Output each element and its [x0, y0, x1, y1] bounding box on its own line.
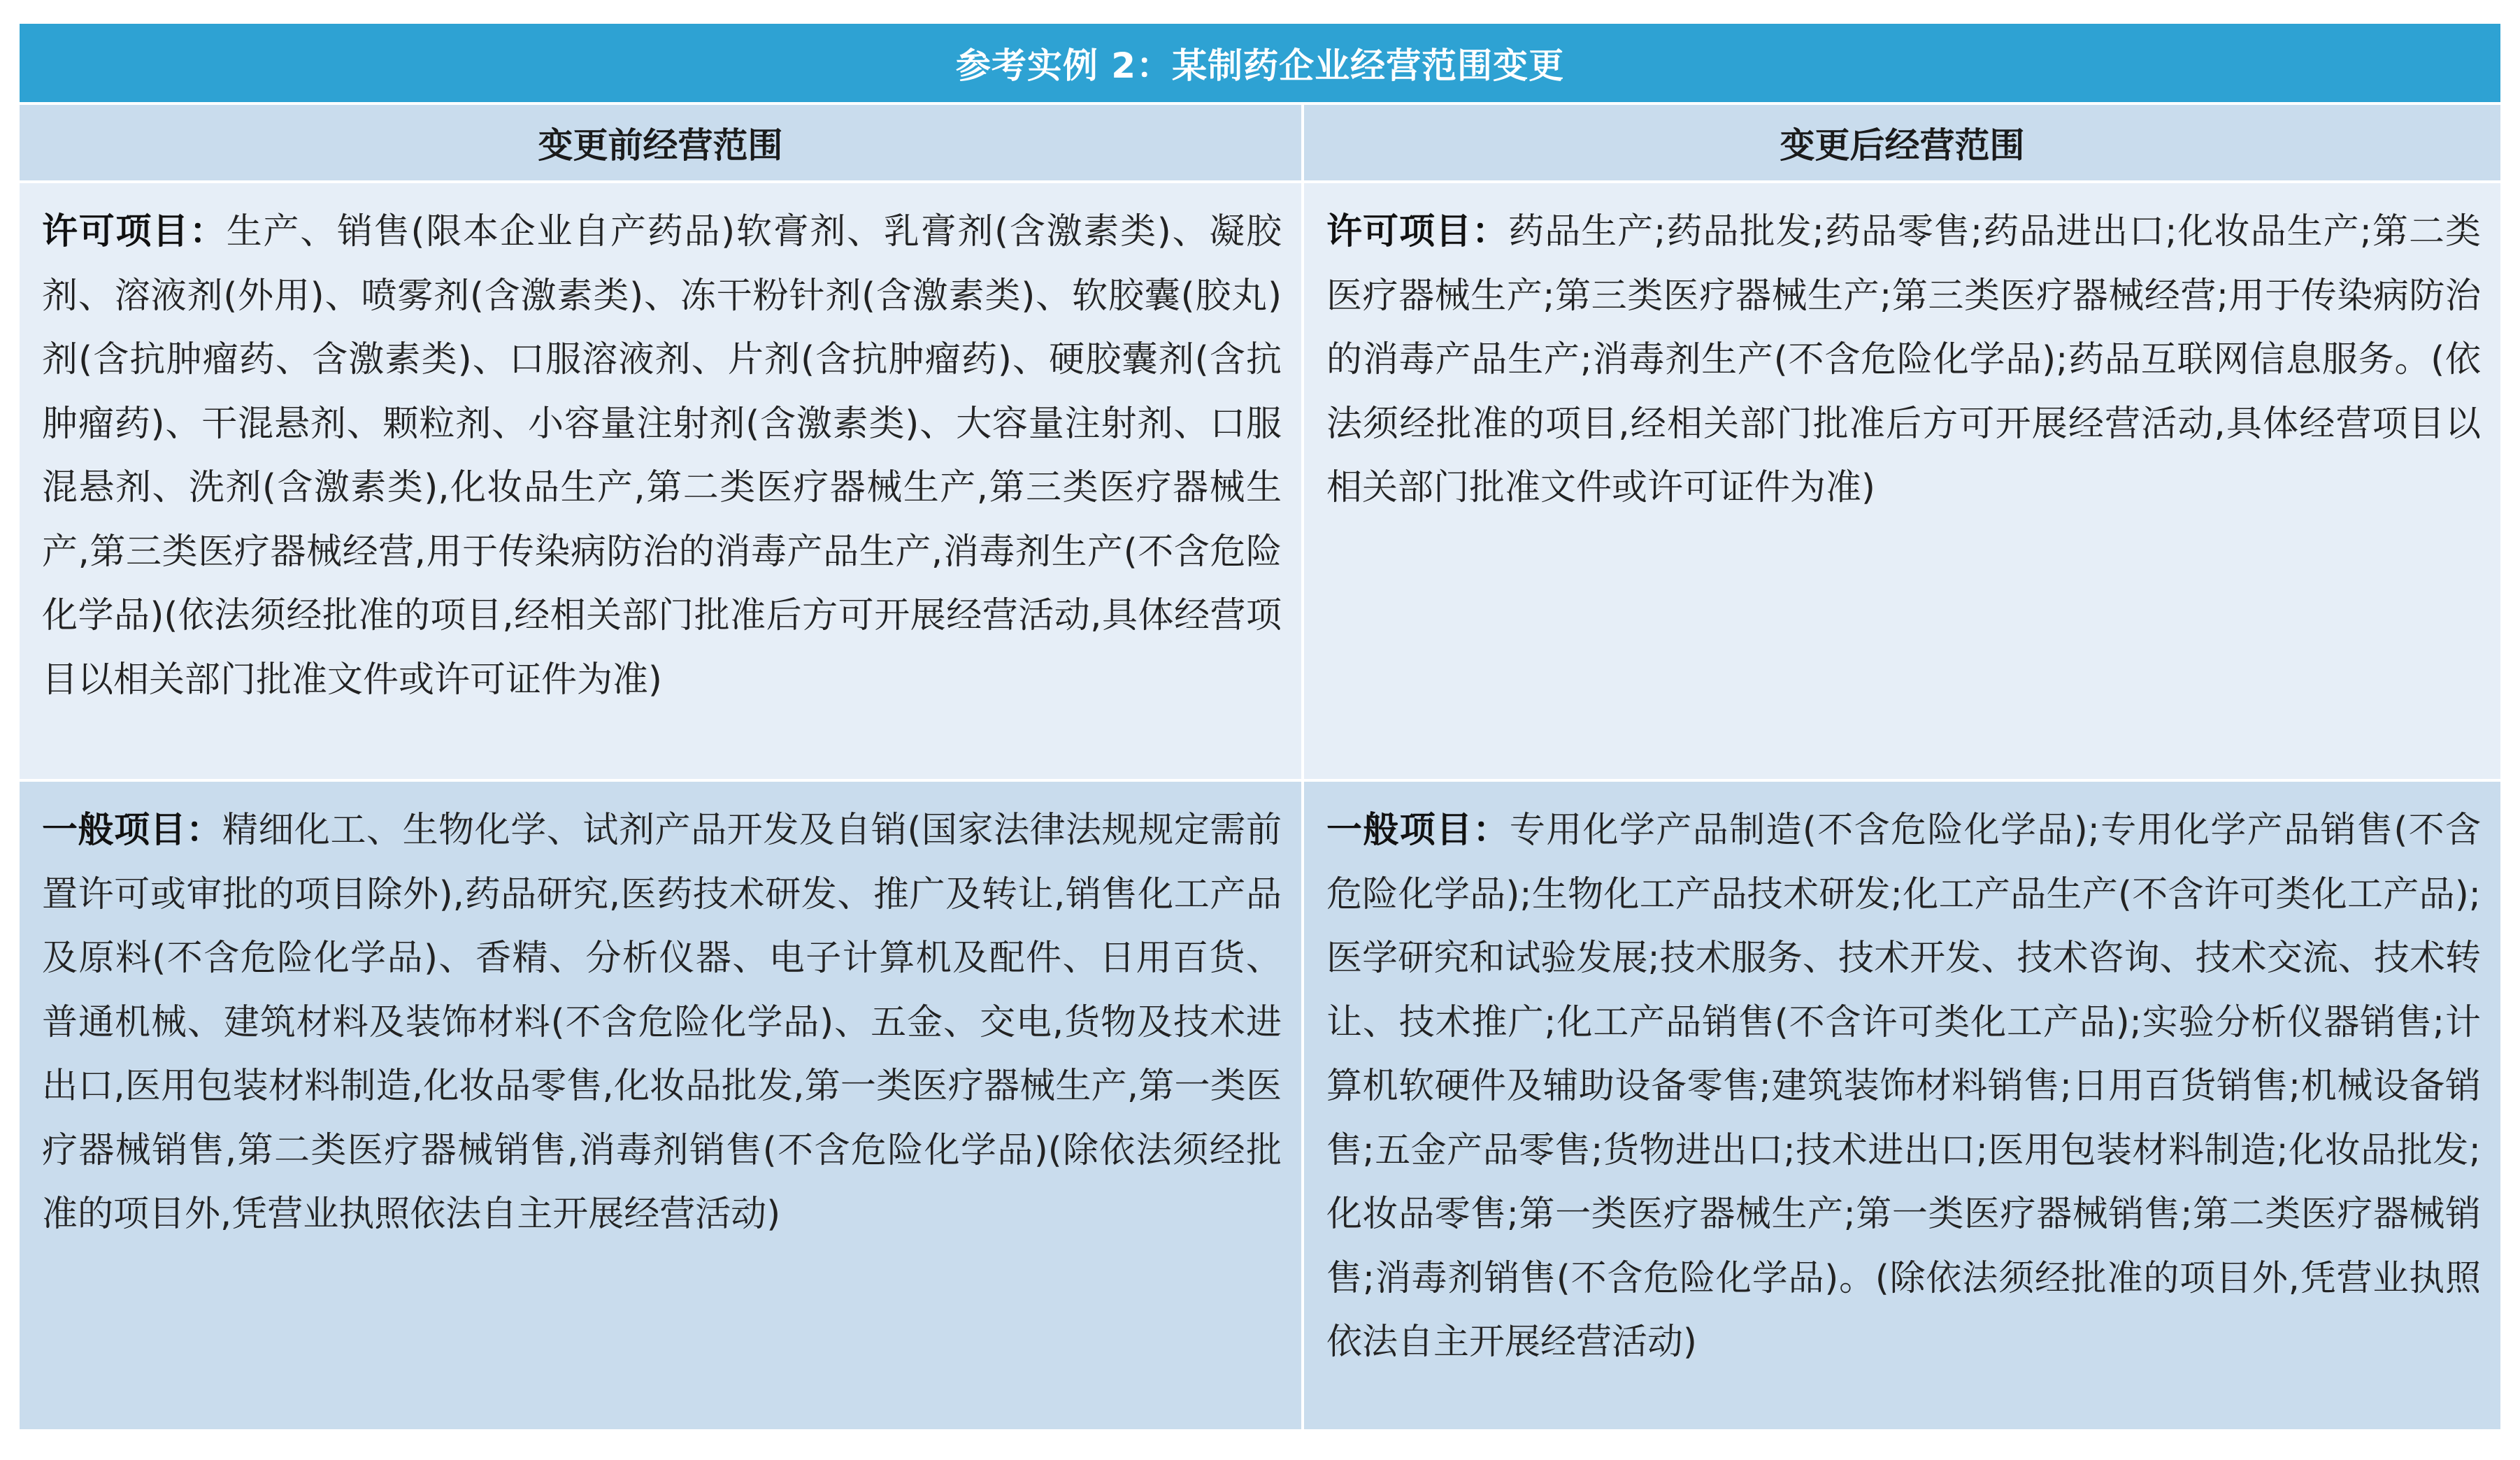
licensed-after-label: 许可项目：	[1326, 211, 1509, 252]
column-header-after: 变更后经营范围	[1301, 102, 2500, 180]
general-before-cell	[20, 779, 1301, 1429]
licensed-before-text: 生产、销售(限本企业自产药品)软膏剂、乳膏剂(含激素类)、凝胶剂、溶液剂(外用)、喷雾剂(含激素类)、冻干粉针剂(含激素类)、软胶囊(胶丸)剂(含抗肿瘤药、含激素类)、口服溶液剂、片剂(含抗肿瘤药)、硬胶囊剂(含抗肿瘤药)、干混悬剂、颗粒剂、小容量注射剂(含激素类)、大容量注射剂、口服混悬剂、洗剂(含激素类),化妆品生产,第二类医疗器械生产,第三类医疗器械生产,第三类医疗器械经营,用于传染病防治的消毒产品生产,消毒剂生产(不含危险化学品)(依法须经批准的项目,经相关部门批准后方可开展经营活动,具体经营项目以相关部门批准文件或许可证件为准)	[42, 211, 1282, 701]
business-scope-table	[20, 102, 2500, 1429]
licensed-after-text: 药品生产;药品批发;药品零售;药品进出口;化妆品生产;第二类医疗器械生产;第三类医疗器械生产;第三类医疗器械经营;用于传染病防治的消毒产品生产;消毒剂生产(不含危险化学品);药品互联网信息服务。(依法须经批准的项目,经相关部门批准后方可开展经营活动,具体经营项目以相关部门批准文件或许可证件为准)	[1326, 211, 2481, 508]
column-header-before: 变更前经营范围	[20, 102, 1301, 180]
general-after-cell	[1301, 779, 2500, 1429]
general-before-label: 一般项目：	[42, 810, 222, 851]
general-after-text: 专用化学产品制造(不含危险化学品);专用化学产品销售(不含危险化学品);生物化工产品技术研发;化工产品生产(不含许可类化工产品);医学研究和试验发展;技术服务、技术开发、技术咨询、技术交流、技术转让、技术推广;化工产品销售(不含许可类化工产品);实验分析仪器销售;计算机软硬件及辅助设备零售;建筑装饰材料销售;日用百货销售;机械设备销售;五金产品零售;货物进出口;技术进出口;医用包装材料制造;化妆品批发;化妆品零售;第一类医疗器械生产;第一类医疗器械销售;第二类医疗器械销售;消毒剂销售(不含危险化学品)。(除依法须经批准的项目外,凭营业执照依法自主开展经营活动)	[1326, 810, 2481, 1363]
licensed-before-label: 许可项目：	[42, 211, 227, 252]
general-before-content	[20, 782, 1301, 1247]
licensed-after-content	[1304, 183, 2500, 520]
licensed-before-cell	[20, 180, 1301, 779]
general-after-label: 一般项目：	[1326, 810, 1510, 851]
general-before-text: 精细化工、生物化学、试剂产品开发及自销(国家法律法规规定需前置许可或审批的项目除外),药品研究,医药技术研发、推广及转让,销售化工产品及原料(不含危险化学品)、香精、分析仪器、电子计算机及配件、日用百货、普通机械、建筑材料及装饰材料(不含危险化学品)、五金、交电,货物及技术进出口,医用包装材料制造,化妆品零售,化妆品批发,第一类医疗器械生产,第一类医疗器械销售,第二类医疗器械销售,消毒剂销售(不含危险化学品)(除依法须经批准的项目外,凭营业执照依法自主开展经营活动)	[42, 810, 1282, 1235]
general-after-content	[1304, 782, 2500, 1375]
licensed-before-content	[20, 183, 1301, 712]
table-title: 参考实例 2：某制药企业经营范围变更	[20, 24, 2500, 102]
licensed-after-cell	[1301, 180, 2500, 779]
comparison-table-frame	[20, 24, 2500, 1429]
